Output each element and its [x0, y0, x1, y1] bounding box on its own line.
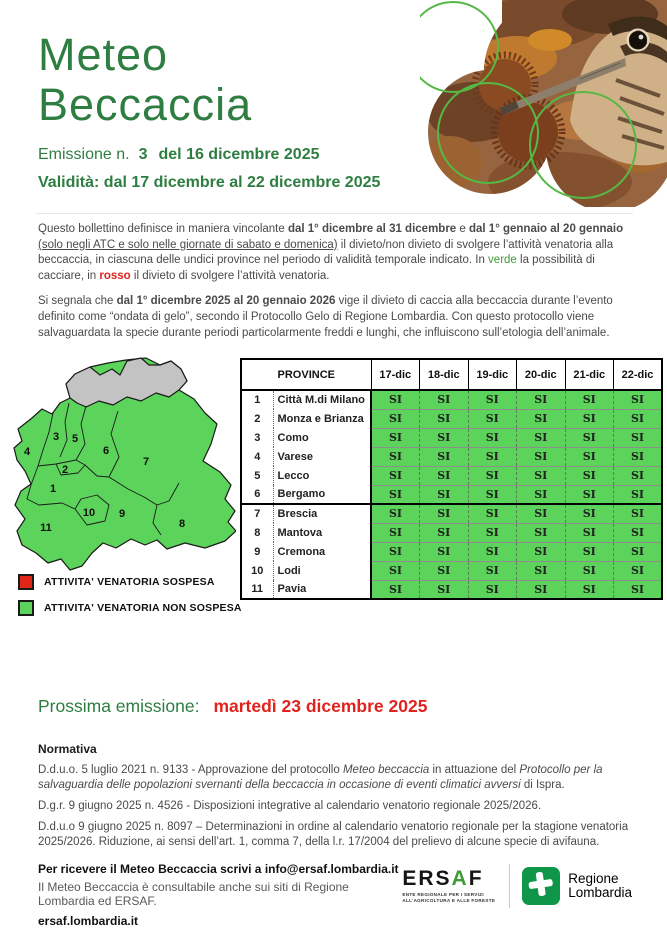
status-cell: SI — [565, 409, 614, 428]
legend-label-suspended: ATTIVITA' VENATORIA SOSPESA — [44, 576, 215, 588]
province-number: 6 — [241, 485, 273, 504]
next-emission-label: Prossima emissione: — [38, 696, 200, 716]
status-cell: SI — [517, 447, 566, 466]
table-row — [241, 409, 662, 428]
footer-site-link[interactable]: ersaf.lombardia.it — [38, 914, 139, 928]
normativa-item-3: D.d.u.o 9 giugno 2025 n. 8097 – Determinazioni in ordine al calendario venatorio regionale per la stagione venatoria 2025/2026. Riduzione, ai sensi dell’art. 1, comma 7, della l.r. 17/2004 del prelievo di alcune specie di avifauna. — [38, 821, 629, 848]
status-cell: SI — [614, 390, 663, 409]
table-row — [241, 485, 662, 504]
status-cell: SI — [565, 447, 614, 466]
province-name: Como — [273, 428, 371, 447]
emission-label: Emissione n. — [38, 146, 130, 163]
province-table-body — [241, 390, 662, 599]
emission-date: del 16 dicembre 2025 — [158, 146, 320, 163]
ersaf-subtitle-line1: ENTE REGIONALE PER I SERVIZI — [402, 891, 484, 897]
header-date-1: 17-dic — [371, 359, 420, 390]
status-cell: SI — [468, 523, 517, 542]
ersaf-subtitle-line2: ALL'AGRICOLTURA E ALLE FORESTE — [402, 897, 496, 903]
status-cell: SI — [565, 466, 614, 485]
province-number: 3 — [241, 428, 273, 447]
rosa-camuna-icon — [522, 867, 560, 905]
status-cell: SI — [371, 523, 420, 542]
status-cell: SI — [468, 580, 517, 599]
status-cell: SI — [468, 390, 517, 409]
map-label-1: 1 — [49, 483, 57, 495]
regione-lombardia-logo — [522, 867, 632, 905]
status-cell: SI — [371, 561, 420, 580]
status-cell: SI — [517, 466, 566, 485]
status-cell: SI — [517, 504, 566, 523]
ersaf-text-pre: ERS — [402, 866, 452, 890]
status-cell: SI — [565, 485, 614, 504]
province-number: 2 — [241, 409, 273, 428]
province-name: Lodi — [273, 561, 371, 580]
map-label-9: 9 — [118, 508, 126, 520]
status-cell: SI — [371, 542, 420, 561]
table-row — [241, 504, 662, 523]
woodcock-photo — [420, 0, 667, 207]
normativa-title: Normativa — [38, 742, 97, 756]
province-number: 10 — [241, 561, 273, 580]
next-emission-date: martedì 23 dicembre 2025 — [213, 696, 428, 716]
status-cell: SI — [614, 428, 663, 447]
map-label-2: 2 — [61, 464, 69, 476]
emission-number: 3 — [138, 146, 148, 163]
status-cell: SI — [565, 504, 614, 523]
status-cell: SI — [420, 580, 469, 599]
status-cell: SI — [614, 561, 663, 580]
logo-divider — [509, 864, 510, 908]
status-cell: SI — [614, 447, 663, 466]
header-date-3: 19-dic — [468, 359, 517, 390]
intro-paragraph-1: Questo bollettino definisce in maniera vincolante dal 1° dicembre al 31 dicembre e dal 1° gennaio al 20 gennaio (solo negli ATC e solo nelle giornate di sabato e domenica) il divieto/non divieto di svolgere l’attività venatoria alla beccaccia, in ciascuna delle undici province nel periodo di validità temporale indicato. In verde la possibilità di cacciare, in rosso il divieto di svolgere l’attività venatoria. — [38, 223, 624, 282]
table-row — [241, 561, 662, 580]
province-number: 5 — [241, 466, 273, 485]
province-table-wrap — [240, 358, 663, 600]
intro-paragraph-2: Si segnala che dal 1° dicembre 2025 al 20 gennaio 2026 vige il divieto di caccia alla beccaccia durante l’evento definito come “ondata di gelo”, secondo il Protocollo Gelo di Regione Lombardia. Con questo protocollo viene salvaguardata la specie durante periodi particolarmente freddi e lunghi, che influiscono sull’etologia dell’animale. — [38, 295, 613, 339]
status-cell: SI — [468, 485, 517, 504]
map-label-10: 10 — [82, 507, 96, 519]
status-cell: SI — [614, 485, 663, 504]
map-label-7: 7 — [142, 456, 150, 468]
photo-leaf-background — [420, 0, 667, 207]
page-title — [38, 30, 252, 130]
province-number: 8 — [241, 523, 273, 542]
status-cell: SI — [420, 466, 469, 485]
section-divider — [36, 213, 633, 214]
header-date-6: 22-dic — [614, 359, 663, 390]
table-row — [241, 390, 662, 409]
regione-text-line2: Lombardia — [568, 885, 632, 900]
province-table — [240, 358, 663, 600]
province-name: Lecco — [273, 466, 371, 485]
header-date-5: 21-dic — [565, 359, 614, 390]
ersaf-subtitle — [402, 892, 495, 904]
status-cell: SI — [614, 523, 663, 542]
status-cell: SI — [468, 504, 517, 523]
province-name: Pavia — [273, 580, 371, 599]
status-cell: SI — [420, 485, 469, 504]
header-date-4: 20-dic — [517, 359, 566, 390]
province-name: Bergamo — [273, 485, 371, 504]
status-cell: SI — [614, 466, 663, 485]
status-cell: SI — [614, 504, 663, 523]
map-label-6: 6 — [102, 445, 110, 457]
ersaf-logo — [402, 866, 496, 904]
header-date-2: 18-dic — [420, 359, 469, 390]
ersaf-a-mark: A — [451, 866, 469, 890]
province-number: 9 — [241, 542, 273, 561]
lombardia-map — [8, 354, 236, 572]
normativa-section — [38, 742, 632, 856]
ersaf-logo-text — [402, 866, 495, 890]
footer — [38, 862, 632, 932]
table-row — [241, 580, 662, 599]
status-cell: SI — [565, 561, 614, 580]
province-name: Varese — [273, 447, 371, 466]
footer-logos — [402, 864, 632, 908]
footer-contact-line[interactable]: Per ricevere il Meteo Beccaccia scrivi a info@ersaf.lombardia.it — [38, 862, 399, 876]
status-cell: SI — [371, 580, 420, 599]
map-legend — [18, 574, 242, 626]
status-cell: SI — [468, 447, 517, 466]
province-number: 11 — [241, 580, 273, 599]
status-cell: SI — [517, 523, 566, 542]
status-cell: SI — [517, 542, 566, 561]
status-cell: SI — [517, 561, 566, 580]
map-label-3: 3 — [52, 431, 60, 443]
table-row — [241, 428, 662, 447]
status-cell: SI — [517, 390, 566, 409]
status-cell: SI — [420, 523, 469, 542]
table-row — [241, 447, 662, 466]
province-name: Mantova — [273, 523, 371, 542]
intro-text — [38, 222, 632, 351]
table-row — [241, 466, 662, 485]
status-cell: SI — [371, 390, 420, 409]
status-cell: SI — [371, 428, 420, 447]
legend-label-not-suspended: ATTIVITA' VENATORIA NON SOSPESA — [44, 602, 242, 614]
legend-swatch-green — [18, 600, 34, 616]
normativa-item-1: D.d.u.o. 5 luglio 2021 n. 9133 - Approvazione del protocollo Meteo beccaccia in attuazione del Protocollo per la salvaguardia delle popolazioni svernanti della beccaccia in occasione di eventi climatici avversi di Ispra. — [38, 764, 603, 791]
map-and-table — [0, 352, 667, 622]
status-cell: SI — [565, 390, 614, 409]
table-row — [241, 542, 662, 561]
status-cell: SI — [468, 409, 517, 428]
emission-line — [38, 146, 319, 164]
status-cell: SI — [371, 504, 420, 523]
status-cell: SI — [468, 542, 517, 561]
validity-line: Validità: dal 17 dicembre al 22 dicembre 2025 — [38, 174, 381, 191]
header-province: PROVINCE — [241, 359, 371, 390]
province-name: Città M.di Milano — [273, 390, 371, 409]
province-name: Monza e Brianza — [273, 409, 371, 428]
status-cell: SI — [420, 390, 469, 409]
status-cell: SI — [371, 485, 420, 504]
status-cell: SI — [614, 542, 663, 561]
status-cell: SI — [468, 466, 517, 485]
page-title-line2: Beccaccia — [38, 79, 253, 130]
regione-text-line1: Regione — [568, 871, 619, 886]
status-cell: SI — [371, 466, 420, 485]
province-name: Cremona — [273, 542, 371, 561]
province-number: 7 — [241, 504, 273, 523]
status-cell: SI — [420, 504, 469, 523]
status-cell: SI — [371, 409, 420, 428]
normativa-item-2: D.g.r. 9 giugno 2025 n. 4526 - Disposizioni integrative al calendario venatorio regionale 2025/2026. — [38, 800, 542, 812]
status-cell: SI — [517, 580, 566, 599]
map-label-11: 11 — [40, 522, 52, 534]
page-title-line1: Meteo — [38, 29, 169, 80]
status-cell: SI — [420, 428, 469, 447]
status-cell: SI — [420, 447, 469, 466]
map-label-8: 8 — [178, 518, 186, 530]
status-cell: SI — [420, 409, 469, 428]
status-cell: SI — [371, 447, 420, 466]
status-cell: SI — [565, 542, 614, 561]
legend-item-suspended — [18, 574, 242, 590]
status-cell: SI — [517, 428, 566, 447]
status-cell: SI — [565, 428, 614, 447]
province-name: Brescia — [273, 504, 371, 523]
status-cell: SI — [420, 542, 469, 561]
ersaf-text-post: F — [468, 866, 484, 890]
status-cell: SI — [420, 561, 469, 580]
province-number: 1 — [241, 390, 273, 409]
map-label-4: 4 — [23, 446, 31, 458]
status-cell: SI — [614, 580, 663, 599]
regione-lombardia-text — [568, 872, 632, 900]
status-cell: SI — [565, 523, 614, 542]
next-emission-line — [38, 696, 427, 717]
footer-consult-line: Il Meteo Beccaccia è consultabile anche sui siti di Regione Lombardia ed ERSAF. — [38, 880, 349, 908]
status-cell: SI — [565, 580, 614, 599]
status-cell: SI — [614, 409, 663, 428]
status-cell: SI — [468, 428, 517, 447]
table-header-row — [241, 359, 662, 390]
map-label-5: 5 — [71, 433, 79, 445]
table-row — [241, 523, 662, 542]
status-cell: SI — [517, 409, 566, 428]
legend-item-not-suspended — [18, 600, 242, 616]
status-cell: SI — [517, 485, 566, 504]
province-number: 4 — [241, 447, 273, 466]
status-cell: SI — [468, 561, 517, 580]
legend-swatch-red — [18, 574, 34, 590]
